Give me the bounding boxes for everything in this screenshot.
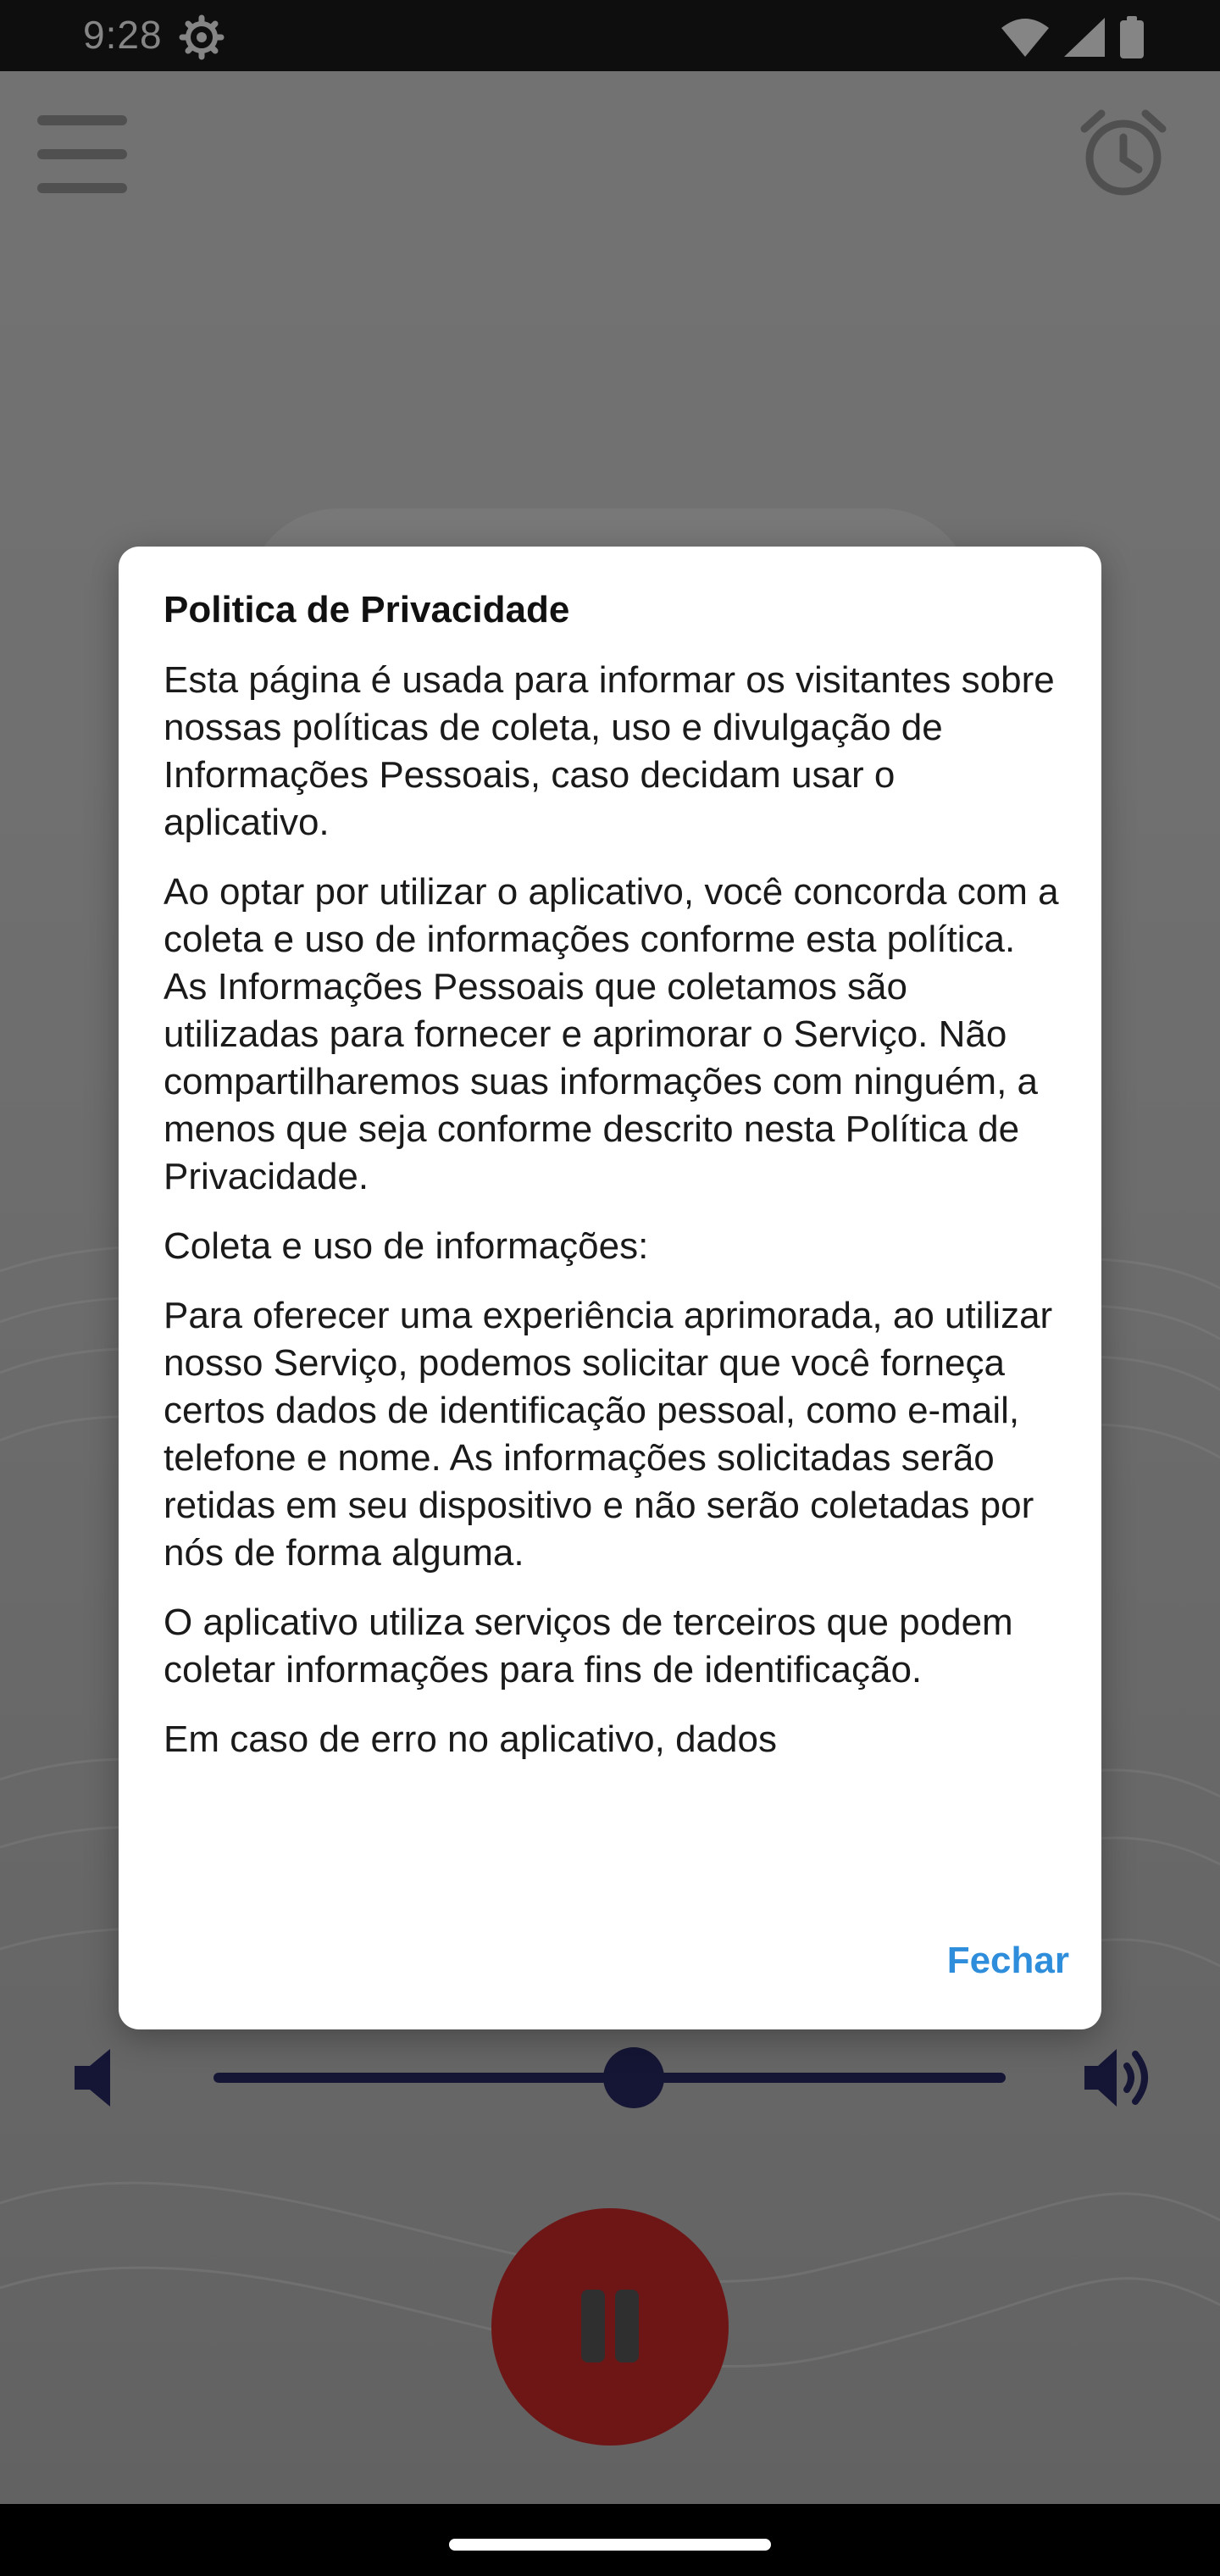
policy-paragraph: Para oferecer uma experiência aprimorada, ao utilizar nosso Serviço, podemos solicitar que você forneça certos dados de identificação pessoal, como e-mail, telefone e nome. As informações solicitadas serão retidas em seu dispositivo e não serão coletadas por nós de forma alguma. <box>164 1295 1053 1574</box>
close-button[interactable]: Fechar <box>946 1940 1069 1981</box>
policy-paragraph: O aplicativo utiliza serviços de terceiros que podem coletar informações para fins de identificação. <box>164 1602 1013 1690</box>
privacy-policy-dialog <box>119 547 1101 2029</box>
policy-paragraph: Esta página é usada para informar os visitantes sobre nossas políticas de coleta, uso e divulgação de Informações Pessoais, caso decidam usar o aplicativo. <box>164 659 1055 843</box>
dialog-title: Politica de Privacidade <box>164 589 570 630</box>
home-gesture-pill[interactable] <box>449 2539 771 2551</box>
dialog-scroll-content[interactable] <box>164 657 1062 1760</box>
policy-paragraph: Ao optar por utilizar o aplicativo, você concorda com a coleta e uso de informações conforme esta política. As Informações Pessoais que coletamos são utilizadas para fornecer e aprimorar o Serviço. Não compartilharemos suas informações com ninguém, a menos que seja conforme descrito nesta Política de Privacidade. <box>164 871 1059 1197</box>
policy-paragraph: Em caso de erro no aplicativo, dados <box>164 1718 777 1760</box>
dialog-actions <box>947 1940 1069 1982</box>
status-time: 9:28 <box>83 13 163 57</box>
policy-paragraph: Coleta e uso de informações: <box>164 1225 649 1267</box>
